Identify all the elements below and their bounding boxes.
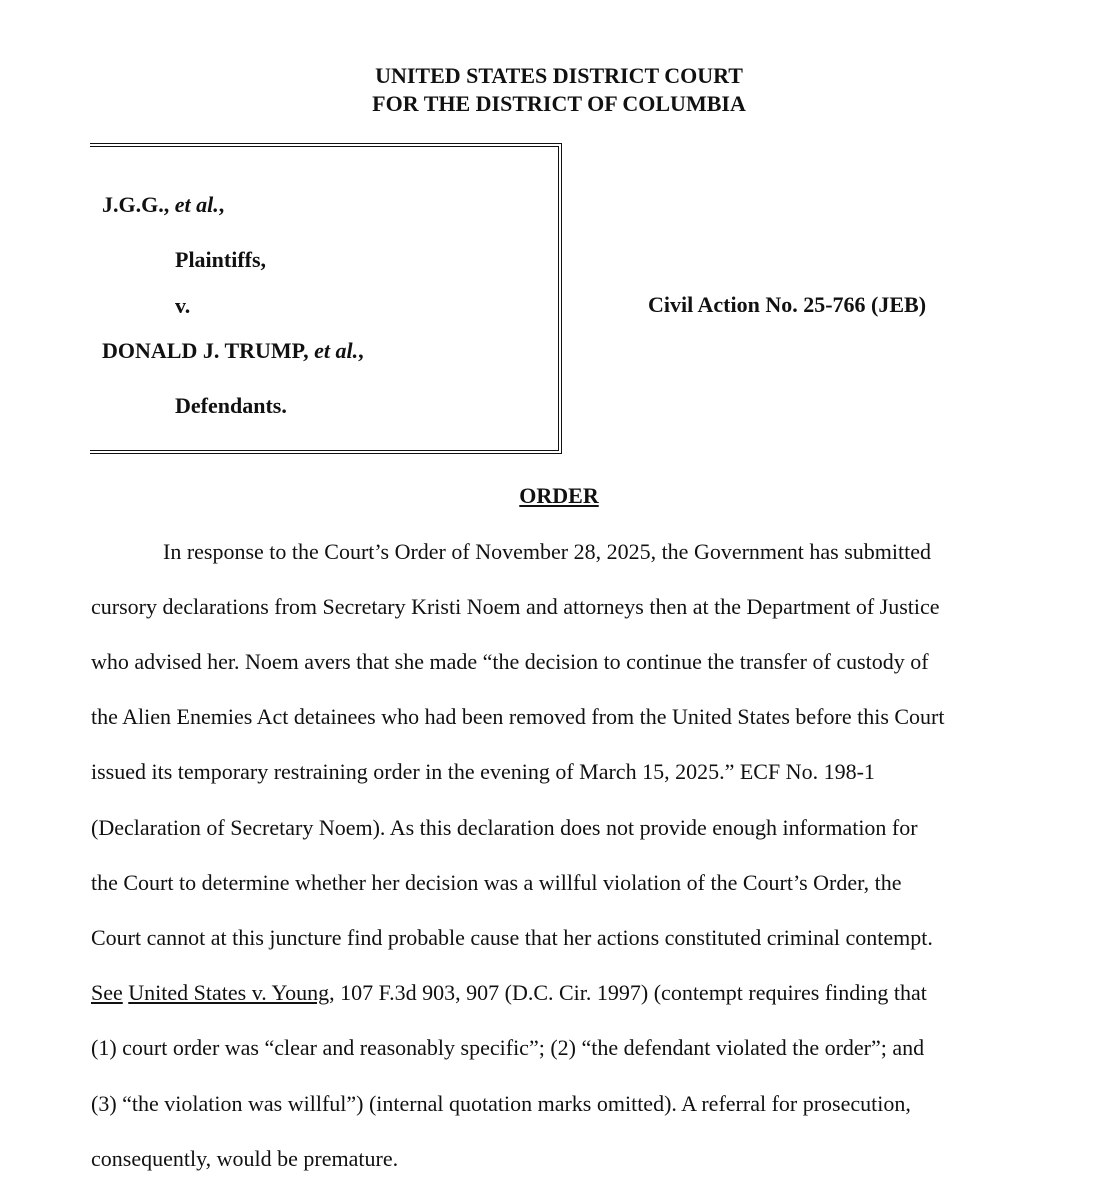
order-title: ORDER: [519, 483, 599, 508]
case-caption-box: [90, 143, 562, 454]
versus-label: v.: [175, 293, 191, 318]
order-text-line: who advised her. Noem avers that she made “the decision to continue the transfer of custody of: [91, 649, 929, 674]
order-text-line: Court cannot at this juncture find probable cause that her actions constituted criminal contempt.: [91, 925, 933, 950]
court-name: UNITED STATES DISTRICT COURT: [375, 63, 743, 88]
defendants-label: Defendants.: [175, 393, 287, 418]
order-text-line: consequently, would be premature.: [91, 1146, 399, 1171]
order-text-line: In response to the Court’s Order of November 28, 2025, the Government has submitted: [163, 539, 932, 564]
order-text-line: issued its temporary restraining order in the evening of March 15, 2025.” ECF No. 198-1: [91, 759, 875, 784]
civil-action-number: Civil Action No. 25-766 (JEB): [648, 292, 927, 317]
court-district: FOR THE DISTRICT OF COLUMBIA: [372, 91, 746, 116]
order-text-line: (1) court order was “clear and reasonably specific”; (2) “the defendant violated the order”; and: [91, 1035, 925, 1060]
court-header: [0, 62, 1104, 118]
order-text-line: (3) “the violation was willful”) (internal quotation marks omitted). A referral for prosecution,: [91, 1091, 911, 1116]
citation-signal: See: [91, 980, 123, 1005]
plaintiffs-label: Plaintiffs,: [175, 247, 267, 272]
plaintiff-et-al: et al.: [174, 192, 219, 217]
defendant-name: DONALD J. TRUMP, et al.,: [102, 338, 364, 363]
case-citation-line: [91, 980, 927, 1006]
order-text-line: the Alien Enemies Act detainees who had been removed from the United States before this Court: [91, 704, 945, 729]
order-text-line: the Court to determine whether her decision was a willful violation of the Court’s Order, the: [91, 870, 902, 895]
citation-reporter: , 107 F.3d 903, 907 (D.C. Cir. 1997) (contempt requires finding that: [329, 980, 927, 1005]
order-text-line: cursory declarations from Secretary Kristi Noem and attorneys then at the Department of Justice: [91, 594, 940, 619]
order-text-line: (Declaration of Secretary Noem). As this declaration does not provide enough information for: [91, 815, 918, 840]
plaintiff-name: J.G.G., et al.,: [102, 192, 225, 217]
citation-case-name: United States v. Young: [128, 980, 330, 1005]
defendant-et-al: et al.: [314, 338, 359, 363]
